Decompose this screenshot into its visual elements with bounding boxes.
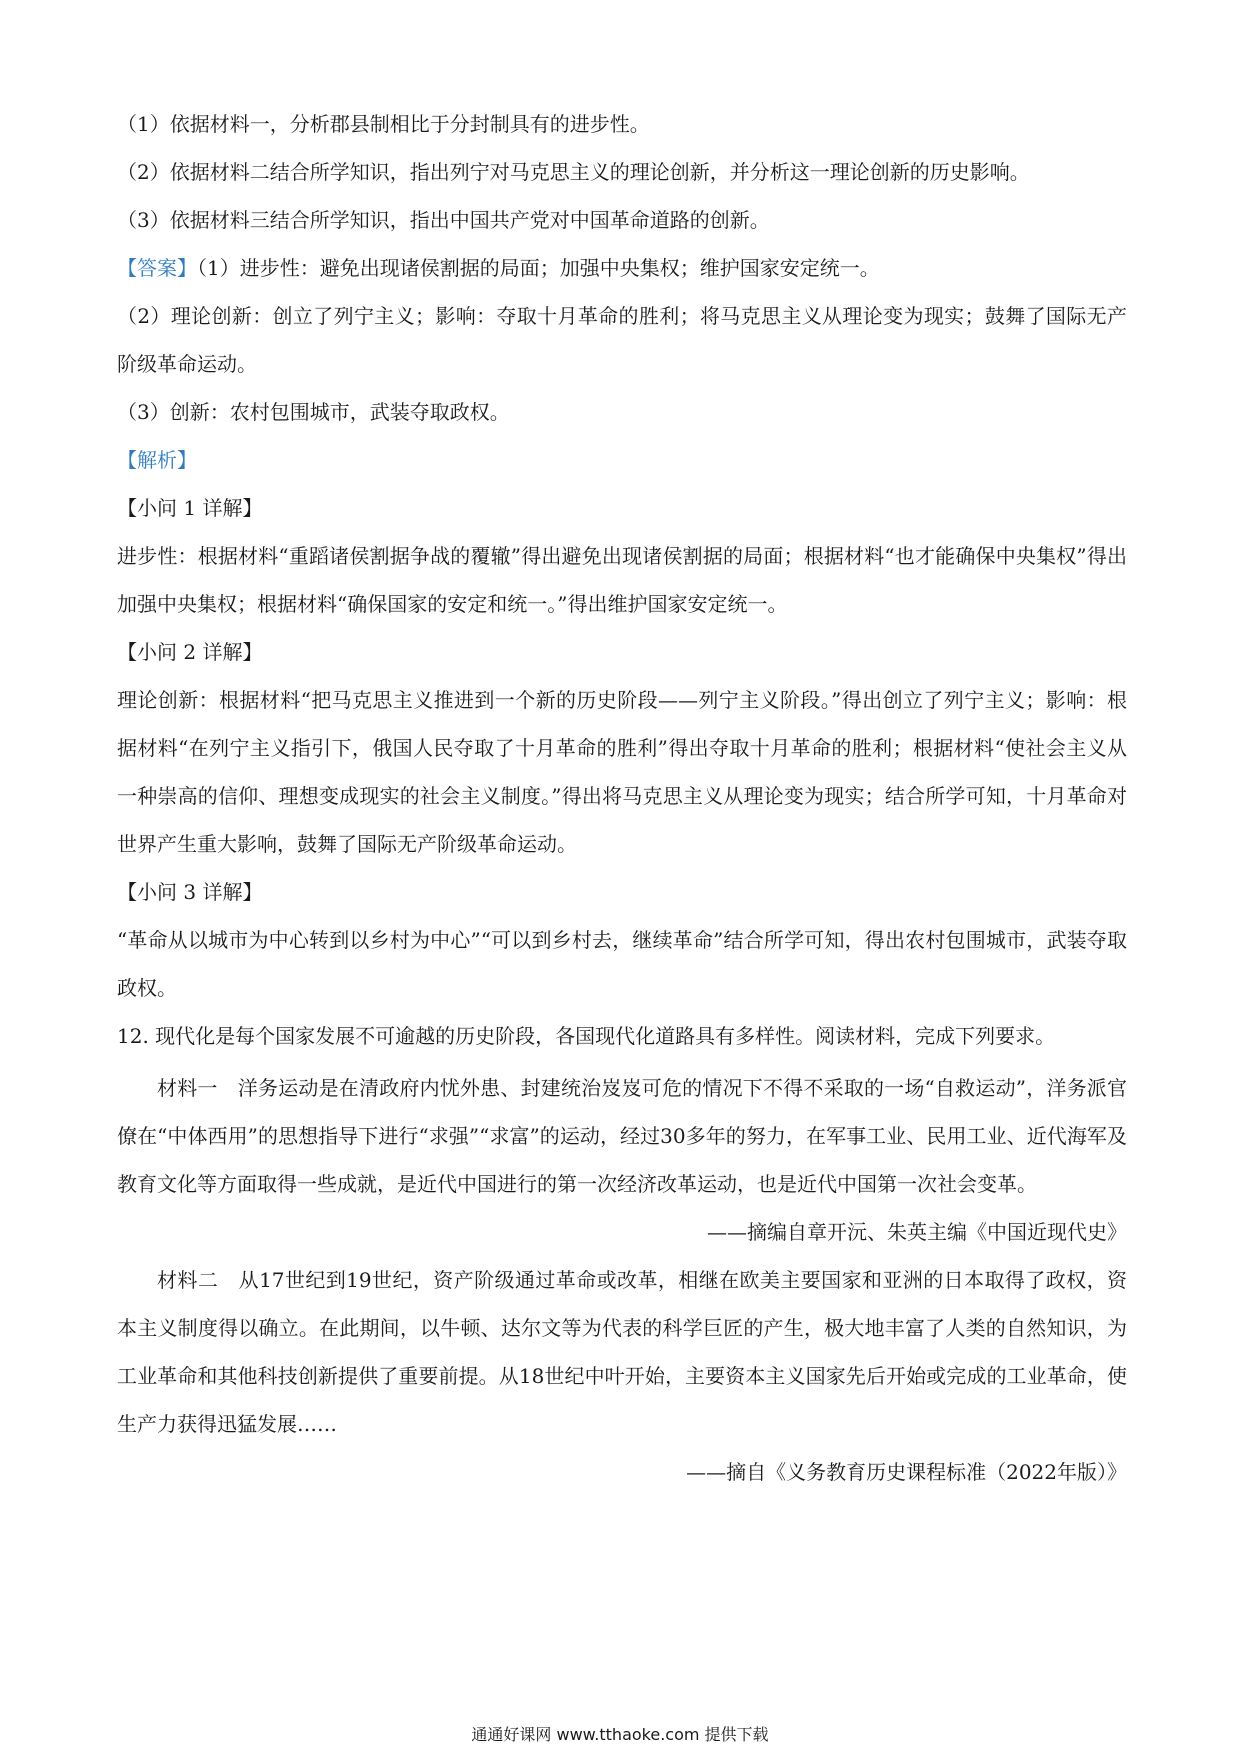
subquestion-2-text: 理论创新：根据材料“把马克思主义推进到一个新的历史阶段——列宁主义阶段。”得出创立了列宁主义；影响：根据材料“在列宁主义指引下，俄国人民夺取了十月革命的胜利”得出夺取十月革命的胜利；根据材料“使社会主义从一种崇高的信仰、理想变成现实的社会主义制度。”得出将马克思主义从理论变为现实；结合所学可知，十月革命对世界产生重大影响，鼓舞了国际无产阶级革命运动。 [117,688,1127,856]
question-2: （2）依据材料二结合所学知识，指出列宁对马克思主义的理论创新，并分析这一理论创新的历史影响。 [117,160,1030,184]
material-2-text: 材料二 从17世纪到19世纪，资产阶级通过革命或改革，相继在欧美主要国家和亚洲的日本取得了政权，资本主义制度得以确立。在此期间，以牛顿、达尔文等为代表的科学巨匠的产生，极大地丰富了人类的自然知识，为工业革命和其他科技创新提供了重要前提。从18世纪中叶开始，主要资本主义国家先后开始或完成的工业革命，使生产力获得迅猛发展…… [117,1268,1127,1436]
answer-line-1 [117,244,1127,292]
answer-tag: 【答案】 [117,256,197,280]
material-1-source: ——摘编自章开沅、朱英主编《中国近现代史》 [707,1220,1127,1244]
material-1-text: 材料一 洋务运动是在清政府内忧外患、封建统治岌岌可危的情况下不得不采取的一场“自救运动”，洋务派官僚在“中体西用”的思想指导下进行“求强”“求富”的运动，经过30多年的努力，在军事工业、民用工业、近代海军及教育文化等方面取得一些成就，是近代中国进行的第一次经济改革运动，也是近代中国第一次社会变革。 [117,1076,1127,1196]
question-1: （1）依据材料一，分析郡县制相比于分封制具有的进步性。 [117,112,650,136]
subquestion-3-text: “革命从以城市为中心转到以乡村为中心”“可以到乡村去，继续革命”结合所学可知，得出农村包围城市，武装夺取政权。 [117,928,1127,1000]
page-footer: 通通好课网 www.tthaoke.com 提供下载 [471,1725,769,1744]
answer-3: （3）创新：农村包围城市，武装夺取政权。 [117,400,510,424]
subquestion-1-title: 【小问 1 详解】 [117,496,263,520]
analysis-tag: 【解析】 [117,448,197,472]
subquestion-3-title: 【小问 3 详解】 [117,880,263,904]
answer-2: （2）理论创新：创立了列宁主义；影响：夺取十月革命的胜利；将马克思主义从理论变为现实；鼓舞了国际无产阶级革命运动。 [117,304,1127,376]
answer-1: （1）进步性：避免出现诸侯割据的局面；加强中央集权；维护国家安定统一。 [197,256,880,280]
document-content [117,100,1127,1496]
question-12-stem: 12. 现代化是每个国家发展不可逾越的历史阶段，各国现代化道路具有多样性。阅读材料，完成下列要求。 [117,1024,1056,1048]
material-2-source: ——摘自《义务教育历史课程标准（2022年版）》 [686,1460,1127,1484]
subquestion-1-text: 进步性：根据材料“重蹈诸侯割据争战的覆辙”得出避免出现诸侯割据的局面；根据材料“也才能确保中央集权”得出加强中央集权；根据材料“确保国家的安定和统一。”得出维护国家安定统一。 [117,544,1127,616]
subquestion-2-title: 【小问 2 详解】 [117,640,263,664]
question-3: （3）依据材料三结合所学知识，指出中国共产党对中国革命道路的创新。 [117,208,770,232]
